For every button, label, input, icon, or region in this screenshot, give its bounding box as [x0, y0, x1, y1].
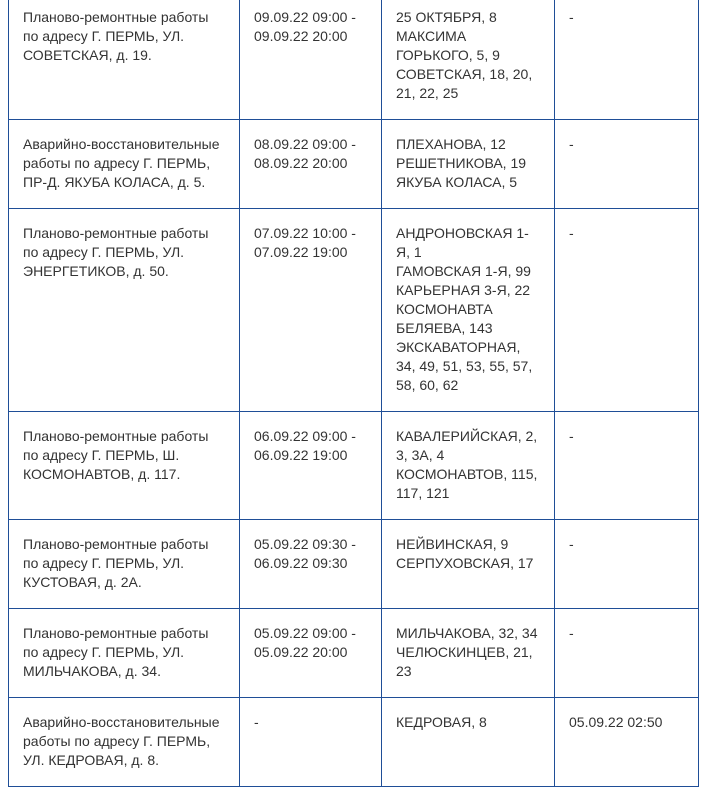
table-row [9, 609, 699, 698]
reason-cell: Планово-ремонтные работы по адресу Г. ПЕРМЬ, УЛ. ЭНЕРГЕТИКОВ, д. 50. [9, 209, 240, 412]
period-cell: - [240, 698, 382, 787]
actual-time-cell: - [555, 120, 699, 209]
addresses-cell: КЕДРОВАЯ, 8 [382, 698, 555, 787]
period-cell: 05.09.22 09:00 - 05.09.22 20:00 [240, 609, 382, 698]
table-row [9, 520, 699, 609]
actual-time-cell: 05.09.22 02:50 [555, 698, 699, 787]
period-cell: 05.09.22 09:30 - 06.09.22 09:30 [240, 520, 382, 609]
reason-cell: Планово-ремонтные работы по адресу Г. ПЕРМЬ, Ш. КОСМОНАВТОВ, д. 117. [9, 412, 240, 520]
reason-cell: Планово-ремонтные работы по адресу Г. ПЕРМЬ, УЛ. СОВЕТСКАЯ, д. 19. [9, 0, 240, 120]
addresses-cell: КАВАЛЕРИЙСКАЯ, 2, 3, 3А, 4 КОСМОНАВТОВ, 115, 117, 121 [382, 412, 555, 520]
outage-table [8, 0, 699, 787]
reason-cell: Аварийно-восстановительные работы по адресу Г. ПЕРМЬ, ПР-Д. ЯКУБА КОЛАСА, д. 5. [9, 120, 240, 209]
actual-time-cell: - [555, 609, 699, 698]
addresses-cell: 25 ОКТЯБРЯ, 8 МАКСИМА ГОРЬКОГО, 5, 9 СОВЕТСКАЯ, 18, 20, 21, 22, 25 [382, 0, 555, 120]
period-cell: 06.09.22 09:00 - 06.09.22 19:00 [240, 412, 382, 520]
table-row [9, 0, 699, 120]
actual-time-cell: - [555, 412, 699, 520]
actual-time-cell: - [555, 209, 699, 412]
actual-time-cell: - [555, 520, 699, 609]
reason-cell: Аварийно-восстановительные работы по адресу Г. ПЕРМЬ, УЛ. КЕДРОВАЯ, д. 8. [9, 698, 240, 787]
addresses-cell: МИЛЬЧАКОВА, 32, 34 ЧЕЛЮСКИНЦЕВ, 21, 23 [382, 609, 555, 698]
period-cell: 08.09.22 09:00 - 08.09.22 20:00 [240, 120, 382, 209]
reason-cell: Планово-ремонтные работы по адресу Г. ПЕРМЬ, УЛ. КУСТОВАЯ, д. 2А. [9, 520, 240, 609]
reason-cell: Планово-ремонтные работы по адресу Г. ПЕРМЬ, УЛ. МИЛЬЧАКОВА, д. 34. [9, 609, 240, 698]
period-cell: 07.09.22 10:00 - 07.09.22 19:00 [240, 209, 382, 412]
addresses-cell: НЕЙВИНСКАЯ, 9 СЕРПУХОВСКАЯ, 17 [382, 520, 555, 609]
period-cell: 09.09.22 09:00 - 09.09.22 20:00 [240, 0, 382, 120]
table-row [9, 698, 699, 787]
addresses-cell: АНДРОНОВСКАЯ 1-Я, 1 ГАМОВСКАЯ 1-Я, 99 КАРЬЕРНАЯ 3-Я, 22 КОСМОНАВТА БЕЛЯЕВА, 143 ЭКСКАВАТОРНАЯ, 34, 49, 51, 53, 55, 57, 58, 60, 62 [382, 209, 555, 412]
table-row [9, 120, 699, 209]
table-row [9, 209, 699, 412]
actual-time-cell: - [555, 0, 699, 120]
addresses-cell: ПЛЕХАНОВА, 12 РЕШЕТНИКОВА, 19 ЯКУБА КОЛАСА, 5 [382, 120, 555, 209]
table-row [9, 412, 699, 520]
